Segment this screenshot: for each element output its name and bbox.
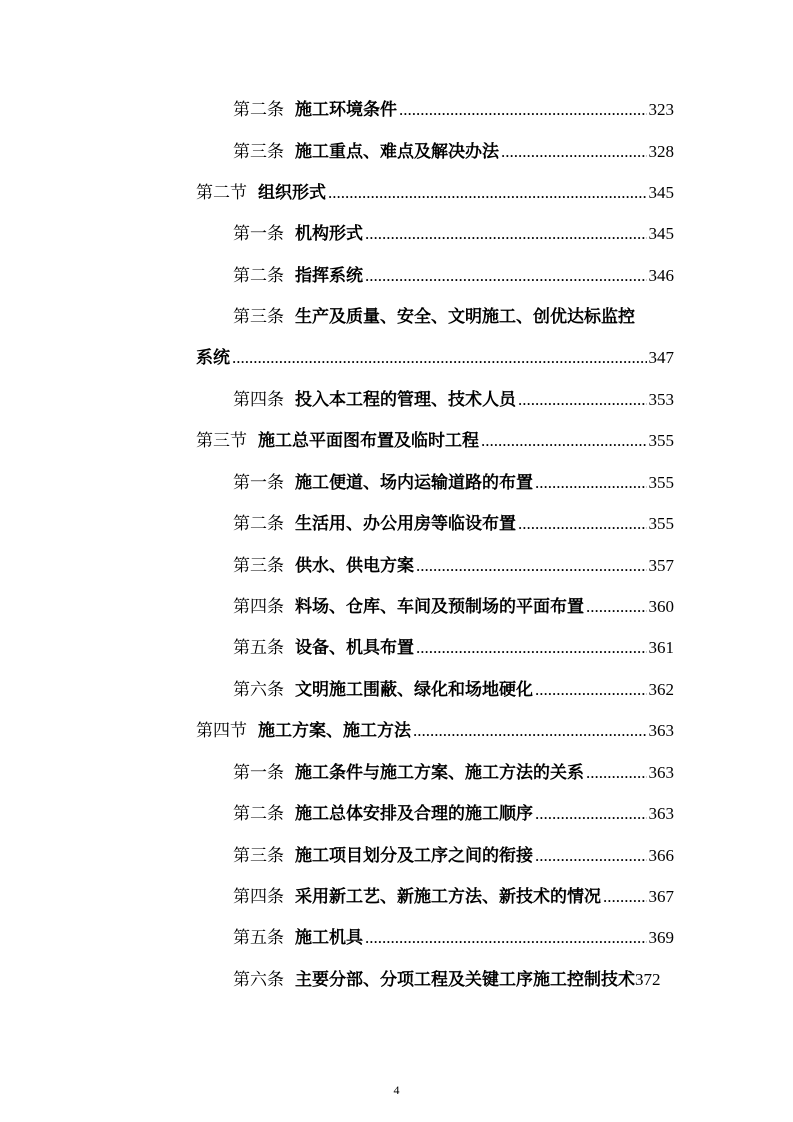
section-title: 施工方案、施工方法 (258, 721, 411, 741)
entry-page: 345 (648, 183, 674, 202)
toc-entry[interactable] (233, 630, 674, 658)
toc-entry[interactable] (233, 382, 674, 410)
entry-title: 设备、机具布置 (295, 638, 414, 658)
leader-dots (365, 224, 647, 244)
entry-title: 料场、仓库、车间及预制场的平面布置 (295, 597, 584, 617)
leader-dots (535, 804, 647, 824)
leader-dots (501, 142, 647, 162)
entry-number: 第三条 (233, 556, 284, 575)
entry-page: 346 (648, 266, 674, 285)
entry-number: 第二条 (233, 100, 284, 119)
entry-title: 采用新工艺、新施工方法、新技术的情况 (295, 887, 601, 907)
entry-number: 第二条 (233, 514, 284, 533)
toc-section-entry[interactable] (196, 423, 674, 451)
toc-entry[interactable] (233, 92, 674, 120)
section-number: 第四节 (196, 721, 247, 740)
leader-dots (365, 928, 647, 948)
toc-entry[interactable] (233, 962, 674, 990)
toc-section-entry[interactable] (196, 175, 674, 203)
entry-number: 第六条 (233, 680, 284, 699)
entry-title: 指挥系统 (295, 266, 363, 286)
toc-entry[interactable] (233, 589, 674, 617)
entry-title: 生产及质量、安全、文明施工、创优达标监控 (295, 307, 635, 327)
section-title: 组织形式 (258, 183, 326, 203)
leader-dots (603, 887, 647, 907)
entry-title: 投入本工程的管理、技术人员 (295, 390, 516, 410)
section-number: 第三节 (196, 431, 247, 450)
entry-page: 355 (648, 514, 674, 533)
leader-dots (586, 763, 647, 783)
entry-number: 第三条 (233, 142, 284, 161)
toc-entry[interactable] (233, 258, 674, 286)
leader-dots (328, 183, 647, 203)
toc-entry[interactable] (233, 216, 674, 244)
entry-title: 文明施工围蔽、绿化和场地硬化 (295, 680, 533, 700)
entry-number: 第二条 (233, 804, 284, 823)
toc-entry[interactable] (233, 506, 674, 534)
leader-dots (586, 597, 647, 617)
entry-page: 363 (648, 763, 674, 782)
leader-dots (481, 431, 647, 451)
toc-entry-wrapped-first-line[interactable] (233, 299, 674, 327)
entry-title: 施工条件与施工方案、施工方法的关系 (295, 763, 584, 783)
leader-dots (365, 266, 647, 286)
toc-entry[interactable] (233, 838, 674, 866)
entry-page: 355 (648, 473, 674, 492)
entry-title: 施工重点、难点及解决办法 (295, 142, 499, 162)
entry-page: 363 (648, 721, 674, 740)
entry-page: 360 (648, 597, 674, 616)
entry-number: 第六条 (233, 970, 284, 989)
toc-entry[interactable] (233, 920, 674, 948)
entry-page: 372 (635, 970, 661, 989)
entry-title: 施工总体安排及合理的施工顺序 (295, 804, 533, 824)
entry-number: 第一条 (233, 224, 284, 243)
entry-number: 第四条 (233, 390, 284, 409)
toc-entry[interactable] (233, 796, 674, 824)
entry-page: 345 (648, 224, 674, 243)
entry-number: 第一条 (233, 473, 284, 492)
toc-entry[interactable] (233, 879, 674, 907)
entry-page: 328 (648, 142, 674, 161)
entry-page: 323 (648, 100, 674, 119)
entry-title: 生活用、办公用房等临设布置 (295, 514, 516, 534)
section-title: 施工总平面图布置及临时工程 (258, 431, 479, 451)
entry-title: 主要分部、分项工程及关键工序施工控制技术 (295, 970, 635, 990)
toc-entry[interactable] (233, 134, 674, 162)
entry-page: 367 (648, 887, 674, 906)
entry-number: 第一条 (233, 763, 284, 782)
leader-dots (399, 100, 647, 120)
entry-title: 施工便道、场内运输道路的布置 (295, 473, 533, 493)
entry-number: 第三条 (233, 307, 284, 326)
entry-page: 369 (648, 928, 674, 947)
entry-title: 施工项目划分及工序之间的衔接 (295, 846, 533, 866)
entry-title: 施工机具 (295, 928, 363, 948)
page-number: 4 (393, 1083, 400, 1097)
toc-entry[interactable] (233, 672, 674, 700)
entry-page: 362 (648, 680, 674, 699)
entry-page: 361 (648, 638, 674, 657)
leader-dots (518, 514, 647, 534)
toc-section-entry[interactable] (196, 713, 674, 741)
leader-dots (535, 473, 647, 493)
entry-number: 第四条 (233, 887, 284, 906)
toc-entry-wrapped-second-line[interactable] (196, 340, 674, 368)
entry-page: 353 (648, 390, 674, 409)
entry-title: 施工环境条件 (295, 100, 397, 120)
section-number: 第二节 (196, 183, 247, 202)
entry-number: 第五条 (233, 928, 284, 947)
entry-number: 第二条 (233, 266, 284, 285)
entry-number: 第四条 (233, 597, 284, 616)
leader-dots (232, 348, 647, 368)
entry-page: 366 (648, 846, 674, 865)
entry-page: 363 (648, 804, 674, 823)
entry-title: 机构形式 (295, 224, 363, 244)
toc-entry[interactable] (233, 548, 674, 576)
entry-page: 355 (648, 431, 674, 450)
entry-title-continued: 系统 (196, 348, 230, 368)
leader-dots (413, 721, 647, 741)
entry-number: 第三条 (233, 846, 284, 865)
entry-number: 第五条 (233, 638, 284, 657)
entry-page: 347 (648, 348, 674, 367)
leader-dots (535, 680, 647, 700)
leader-dots (416, 638, 647, 658)
leader-dots (416, 556, 647, 576)
leader-dots (535, 846, 647, 866)
toc-entry[interactable] (233, 755, 674, 783)
entry-page: 357 (648, 556, 674, 575)
toc-entry[interactable] (233, 465, 674, 493)
entry-title: 供水、供电方案 (295, 556, 414, 576)
leader-dots (518, 390, 647, 410)
